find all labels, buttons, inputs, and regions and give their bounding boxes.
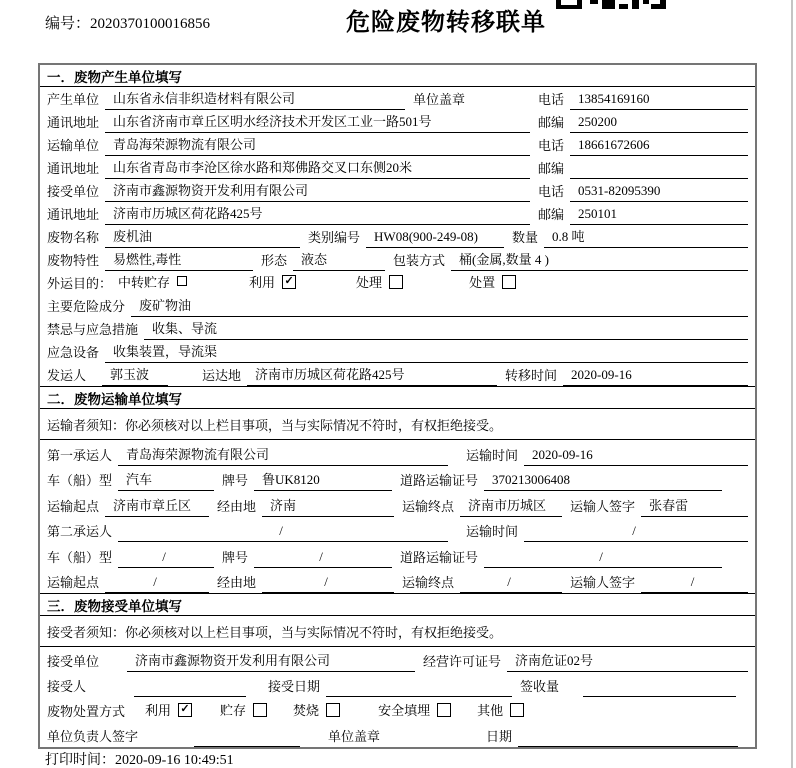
consignor-value: 郭玉波 [102, 364, 168, 386]
checkbox-transfer-storage [118, 272, 187, 294]
transport-date-1-value: 2020-09-16 [524, 447, 748, 466]
unchecked-checkbox-icon [437, 703, 451, 717]
emergency-equipment-value: 收集装置，导流渠 [105, 341, 748, 363]
field-label: 道路运输证号 [400, 473, 479, 488]
field-label: 主要危险成分 [47, 299, 126, 314]
checkbox-disposal-store [220, 700, 267, 722]
receiver-unit-value: 济南市鑫源物资开发利用有限公司 [105, 180, 530, 202]
section-2 [40, 386, 755, 593]
checkbox-utilize [249, 272, 296, 294]
field-label: 经由地 [217, 498, 257, 514]
generator-postcode-value: 250200 [570, 114, 748, 133]
checked-checkbox-icon: ✓ [178, 703, 192, 717]
checkbox-disposal-other [477, 700, 524, 722]
section-2-header: 二．废物运输单位填写 [40, 387, 755, 409]
form-row [40, 271, 755, 294]
receiving-unit-value: 济南市鑫源物资开发利用有限公司 [127, 650, 415, 672]
field-label: 邮编 [537, 161, 564, 176]
receiver-postcode-value: 250101 [570, 206, 748, 225]
checkbox-treat [356, 272, 403, 294]
received-quantity-value [583, 694, 736, 697]
manifest-form [38, 63, 757, 749]
checked-checkbox-icon: ✓ [282, 275, 296, 289]
waste-characteristics-value: 易燃性,毒性 [105, 249, 253, 271]
field-label: 形态 [261, 253, 288, 268]
field-label: 通讯地址 [47, 207, 100, 222]
form-row [40, 317, 755, 340]
form-row [40, 491, 755, 517]
waste-name-value: 废机油 [105, 226, 300, 248]
field-label: 包装方式 [393, 253, 446, 268]
unit-seal-label: 单位盖章 [413, 92, 466, 107]
transporter-unit-value: 青岛海荣源物流有限公司 [105, 134, 530, 156]
field-label: 运输单位 [47, 138, 100, 153]
form-row [40, 363, 755, 386]
field-label: 经由地 [217, 575, 257, 590]
serial-number [45, 12, 210, 33]
field-label: 转移时间 [505, 368, 558, 383]
field-label: 第一承运人 [47, 447, 113, 463]
checkbox-label: 中转贮存 [118, 275, 171, 290]
page-title: 危险废物转移联单 [346, 10, 546, 36]
field-label: 牌号 [222, 473, 249, 488]
packaging-method-value: 桶(金属,数量 4 ) [451, 249, 748, 271]
form-row [40, 440, 755, 466]
page-edge-line [791, 0, 793, 768]
transporter-postcode-value [570, 176, 748, 179]
serial-value: 2020370100016856 [90, 16, 211, 32]
transport-date-2-value: / [524, 523, 748, 542]
field-label: 日期 [485, 729, 512, 744]
form-row [40, 133, 755, 156]
checkbox-label: 利用 [249, 275, 276, 290]
field-label: 电话 [537, 92, 564, 107]
checkbox-label: 焚烧 [293, 703, 320, 718]
checkbox-disposal-utilize [145, 700, 192, 722]
form-row [40, 179, 755, 202]
form-row [40, 248, 755, 271]
field-label: 车（船）型 [47, 549, 113, 565]
field-label: 第二承运人 [47, 524, 113, 539]
main-hazard-component-value: 废矿物油 [131, 295, 748, 317]
field-label: 废物名称 [47, 230, 100, 245]
field-label: 签收量 [520, 679, 560, 694]
field-label: 发运人 [47, 368, 87, 383]
field-label: 运输终点 [402, 498, 455, 514]
serial-label: 编号： [45, 16, 91, 32]
road-license-1-value: 370213006408 [484, 472, 722, 491]
print-time-label: 打印时间： [45, 753, 115, 768]
form-row [40, 225, 755, 248]
origin-1-value: 济南市章丘区 [105, 495, 209, 517]
form-row [40, 568, 755, 594]
carrier-signature-1-value: 张春雷 [641, 495, 748, 517]
acceptor-value [134, 694, 246, 697]
checkbox-disposal-landfill [378, 700, 451, 722]
plate-number-1-value: 鲁UK8120 [254, 469, 392, 491]
checkbox-label: 安全填埋 [378, 703, 431, 718]
generator-address-value: 山东省济南市章丘区明水经济技术开发区工业一路501号 [105, 111, 530, 133]
field-label: 通讯地址 [47, 161, 100, 176]
field-label: 运输终点 [402, 575, 455, 590]
field-label: 废物处置方式 [47, 704, 126, 719]
field-label: 运输人签字 [570, 575, 636, 590]
field-label: 电话 [537, 138, 564, 153]
form-row [40, 340, 755, 363]
receiver-phone-value: 0531-82095390 [570, 183, 748, 202]
field-label: 接受单位 [47, 184, 100, 199]
waste-form-value: 液态 [293, 249, 385, 271]
waste-category-code-value: HW08(900-249-08) [366, 229, 504, 248]
field-label: 运输起点 [47, 575, 100, 590]
field-label: 运输时间 [466, 447, 519, 463]
seal-date-value [518, 744, 738, 747]
field-label: 运达地 [202, 368, 242, 383]
field-label: 运输人签字 [570, 498, 636, 514]
destination-value: 济南市历城区荷花路425号 [247, 364, 497, 386]
form-row [40, 672, 755, 697]
plate-number-2-value: / [254, 549, 392, 568]
form-row [40, 542, 755, 568]
field-label: 通讯地址 [47, 115, 100, 130]
field-label: 产生单位 [47, 92, 100, 107]
print-time [45, 749, 234, 768]
road-license-2-value: / [484, 549, 722, 568]
second-carrier-value: / [118, 523, 448, 542]
vehicle-type-2-value: / [118, 549, 214, 568]
form-row [40, 647, 755, 672]
field-label: 废物特性 [47, 253, 100, 268]
terminus-1-value: 济南市历城区 [460, 495, 562, 517]
unchecked-checkbox-icon [502, 275, 516, 289]
field-label: 禁忌与应急措施 [47, 322, 139, 337]
checkbox-label: 其他 [477, 703, 504, 718]
license-number-value: 济南危证02号 [507, 650, 748, 672]
checkbox-label: 利用 [145, 703, 172, 718]
form-row [40, 697, 755, 722]
via-1-value: 济南 [262, 495, 394, 517]
field-label: 接受日期 [268, 679, 321, 694]
accept-date-value [326, 694, 512, 697]
field-label: 电话 [537, 184, 564, 199]
field-label: 经营许可证号 [423, 654, 502, 669]
section-3-notice: 接受者须知：你必须核对以上栏目事项，当与实际情况不符时，有权拒绝接受。 [40, 616, 755, 647]
section-1 [40, 65, 755, 386]
form-row [40, 722, 755, 747]
transfer-date-value: 2020-09-16 [563, 367, 748, 386]
unchecked-checkbox-icon [389, 275, 403, 289]
field-label: 数量 [512, 230, 539, 245]
receiver-address-value: 济南市历城区荷花路425号 [105, 203, 530, 225]
origin-2-value: / [105, 574, 209, 593]
field-label: 邮编 [537, 207, 564, 222]
field-label: 外运目的： [47, 276, 113, 291]
field-label: 运输起点 [47, 498, 100, 514]
responsible-signature-value [194, 744, 300, 747]
section-2-notice: 运输者须知：你必须核对以上栏目事项，当与实际情况不符时，有权拒绝接受。 [40, 409, 755, 440]
unchecked-checkbox-icon [326, 703, 340, 717]
field-label: 运输时间 [466, 524, 519, 539]
checkbox-dispose [469, 272, 516, 294]
generator-unit-value: 山东省永信非织造材料有限公司 [105, 88, 405, 110]
field-label: 接受人 [47, 679, 87, 694]
waste-quantity-value: 0.8 吨 [544, 226, 748, 248]
generator-phone-value: 13854169160 [570, 91, 748, 110]
field-label: 接受单位 [47, 654, 100, 669]
section-3-header: 三．废物接受单位填写 [40, 594, 755, 616]
emergency-measures-value: 收集、导流 [144, 318, 748, 340]
checkbox-label: 处理 [356, 275, 383, 290]
field-label: 应急设备 [47, 345, 100, 360]
qr-code-fragment [556, 0, 666, 9]
field-label: 牌号 [222, 549, 249, 565]
print-time-value: 2020-09-16 10:49:51 [115, 753, 234, 768]
terminus-2-value: / [460, 574, 562, 593]
field-label: 道路运输证号 [400, 549, 479, 565]
form-row [40, 110, 755, 133]
via-2-value: / [262, 574, 394, 593]
carrier-signature-2-value: / [641, 574, 748, 593]
form-row [40, 156, 755, 179]
section-3 [40, 593, 755, 747]
unchecked-checkbox-icon [253, 703, 267, 717]
form-row [40, 294, 755, 317]
vehicle-type-1-value: 汽车 [118, 469, 214, 491]
form-row [40, 466, 755, 492]
section-1-header: 一．废物产生单位填写 [40, 65, 755, 87]
field-label: 类别编号 [308, 230, 361, 245]
form-row [40, 87, 755, 110]
field-label: 单位负责人签字 [47, 729, 139, 744]
first-carrier-value: 青岛海荣源物流有限公司 [118, 444, 448, 466]
checkbox-label: 贮存 [220, 703, 247, 718]
unchecked-checkbox-icon [510, 703, 524, 717]
transporter-phone-value: 18661672606 [570, 137, 748, 156]
unit-seal-label-2: 单位盖章 [328, 729, 381, 744]
field-label: 邮编 [537, 115, 564, 130]
checkbox-disposal-incinerate [293, 700, 340, 722]
field-label: 车（船）型 [47, 473, 113, 488]
unchecked-checkbox-icon [177, 276, 187, 286]
checkbox-label: 处置 [469, 275, 496, 290]
form-row [40, 202, 755, 225]
transporter-address-value: 山东省青岛市李沧区徐水路和郑佛路交叉口东侧20米 [105, 157, 530, 179]
form-row [40, 517, 755, 543]
